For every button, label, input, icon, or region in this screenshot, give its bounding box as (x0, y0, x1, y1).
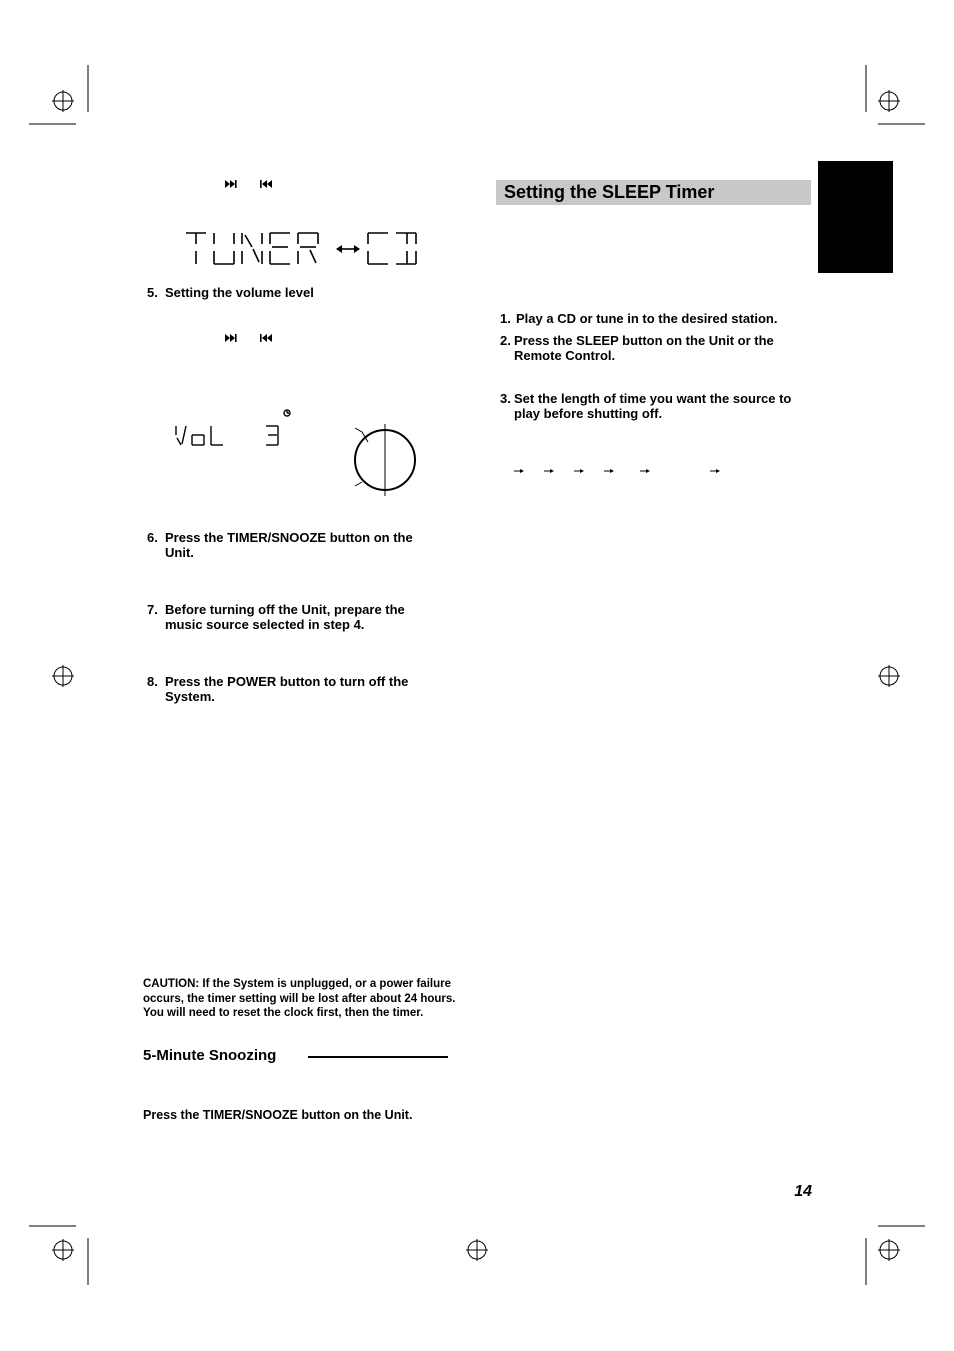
sleep-step-3 (500, 391, 815, 423)
step-text: Set the length of time you want the source to play before shutting off. (514, 391, 792, 421)
caution-label: CAUTION: (143, 978, 200, 990)
step-number: 7. (147, 602, 158, 617)
caution-text: If the System is unplugged, or a power failure occurs, the timer setting will be lost after about 24 hours. You will need to reset the clock first, then the timer. (143, 978, 456, 1019)
caution-note (143, 977, 461, 1021)
step-number: 8. (147, 674, 158, 689)
lcd-tuner-cd-display (183, 230, 428, 270)
snooze-heading (143, 1046, 453, 1066)
page-number: 14 (794, 1183, 812, 1200)
step-7 (147, 602, 447, 634)
step-text: Press the SLEEP button on the Unit or the Remote Control. (514, 333, 774, 363)
lcd-volume-display (172, 406, 297, 448)
skip-buttons-icon (225, 179, 281, 189)
step-number: 1. (500, 311, 511, 326)
step-number: 5. (147, 285, 158, 300)
sleep-sequence-arrows (512, 466, 727, 476)
heading-rule (308, 1056, 448, 1058)
step-text: Play a CD or tune in to the desired station. (516, 311, 778, 326)
step-text: Before turning off the Unit, prepare the music source selected in step 4. (165, 602, 405, 632)
step-number: 6. (147, 530, 158, 545)
step-text: Setting the volume level (165, 285, 314, 300)
step-6 (147, 530, 447, 562)
step-number: 2. (500, 333, 511, 348)
volume-knob-illustration (348, 420, 423, 500)
step-8 (147, 674, 447, 706)
section-title-bar (496, 180, 811, 205)
sleep-step-2 (500, 333, 815, 365)
section-side-tab (818, 161, 893, 273)
step-number: 3. (500, 391, 511, 406)
snooze-heading-text: 5-Minute Snoozing (143, 1047, 277, 1064)
snooze-instruction: Press the TIMER/SNOOZE button on the Unit. (143, 1108, 413, 1122)
step-text: Press the TIMER/SNOOZE button on the Unit. (165, 530, 413, 560)
step-text: Press the POWER button to turn off the System. (165, 674, 409, 704)
skip-buttons-icon (225, 333, 281, 343)
section-title: Setting the SLEEP Timer (504, 182, 715, 202)
